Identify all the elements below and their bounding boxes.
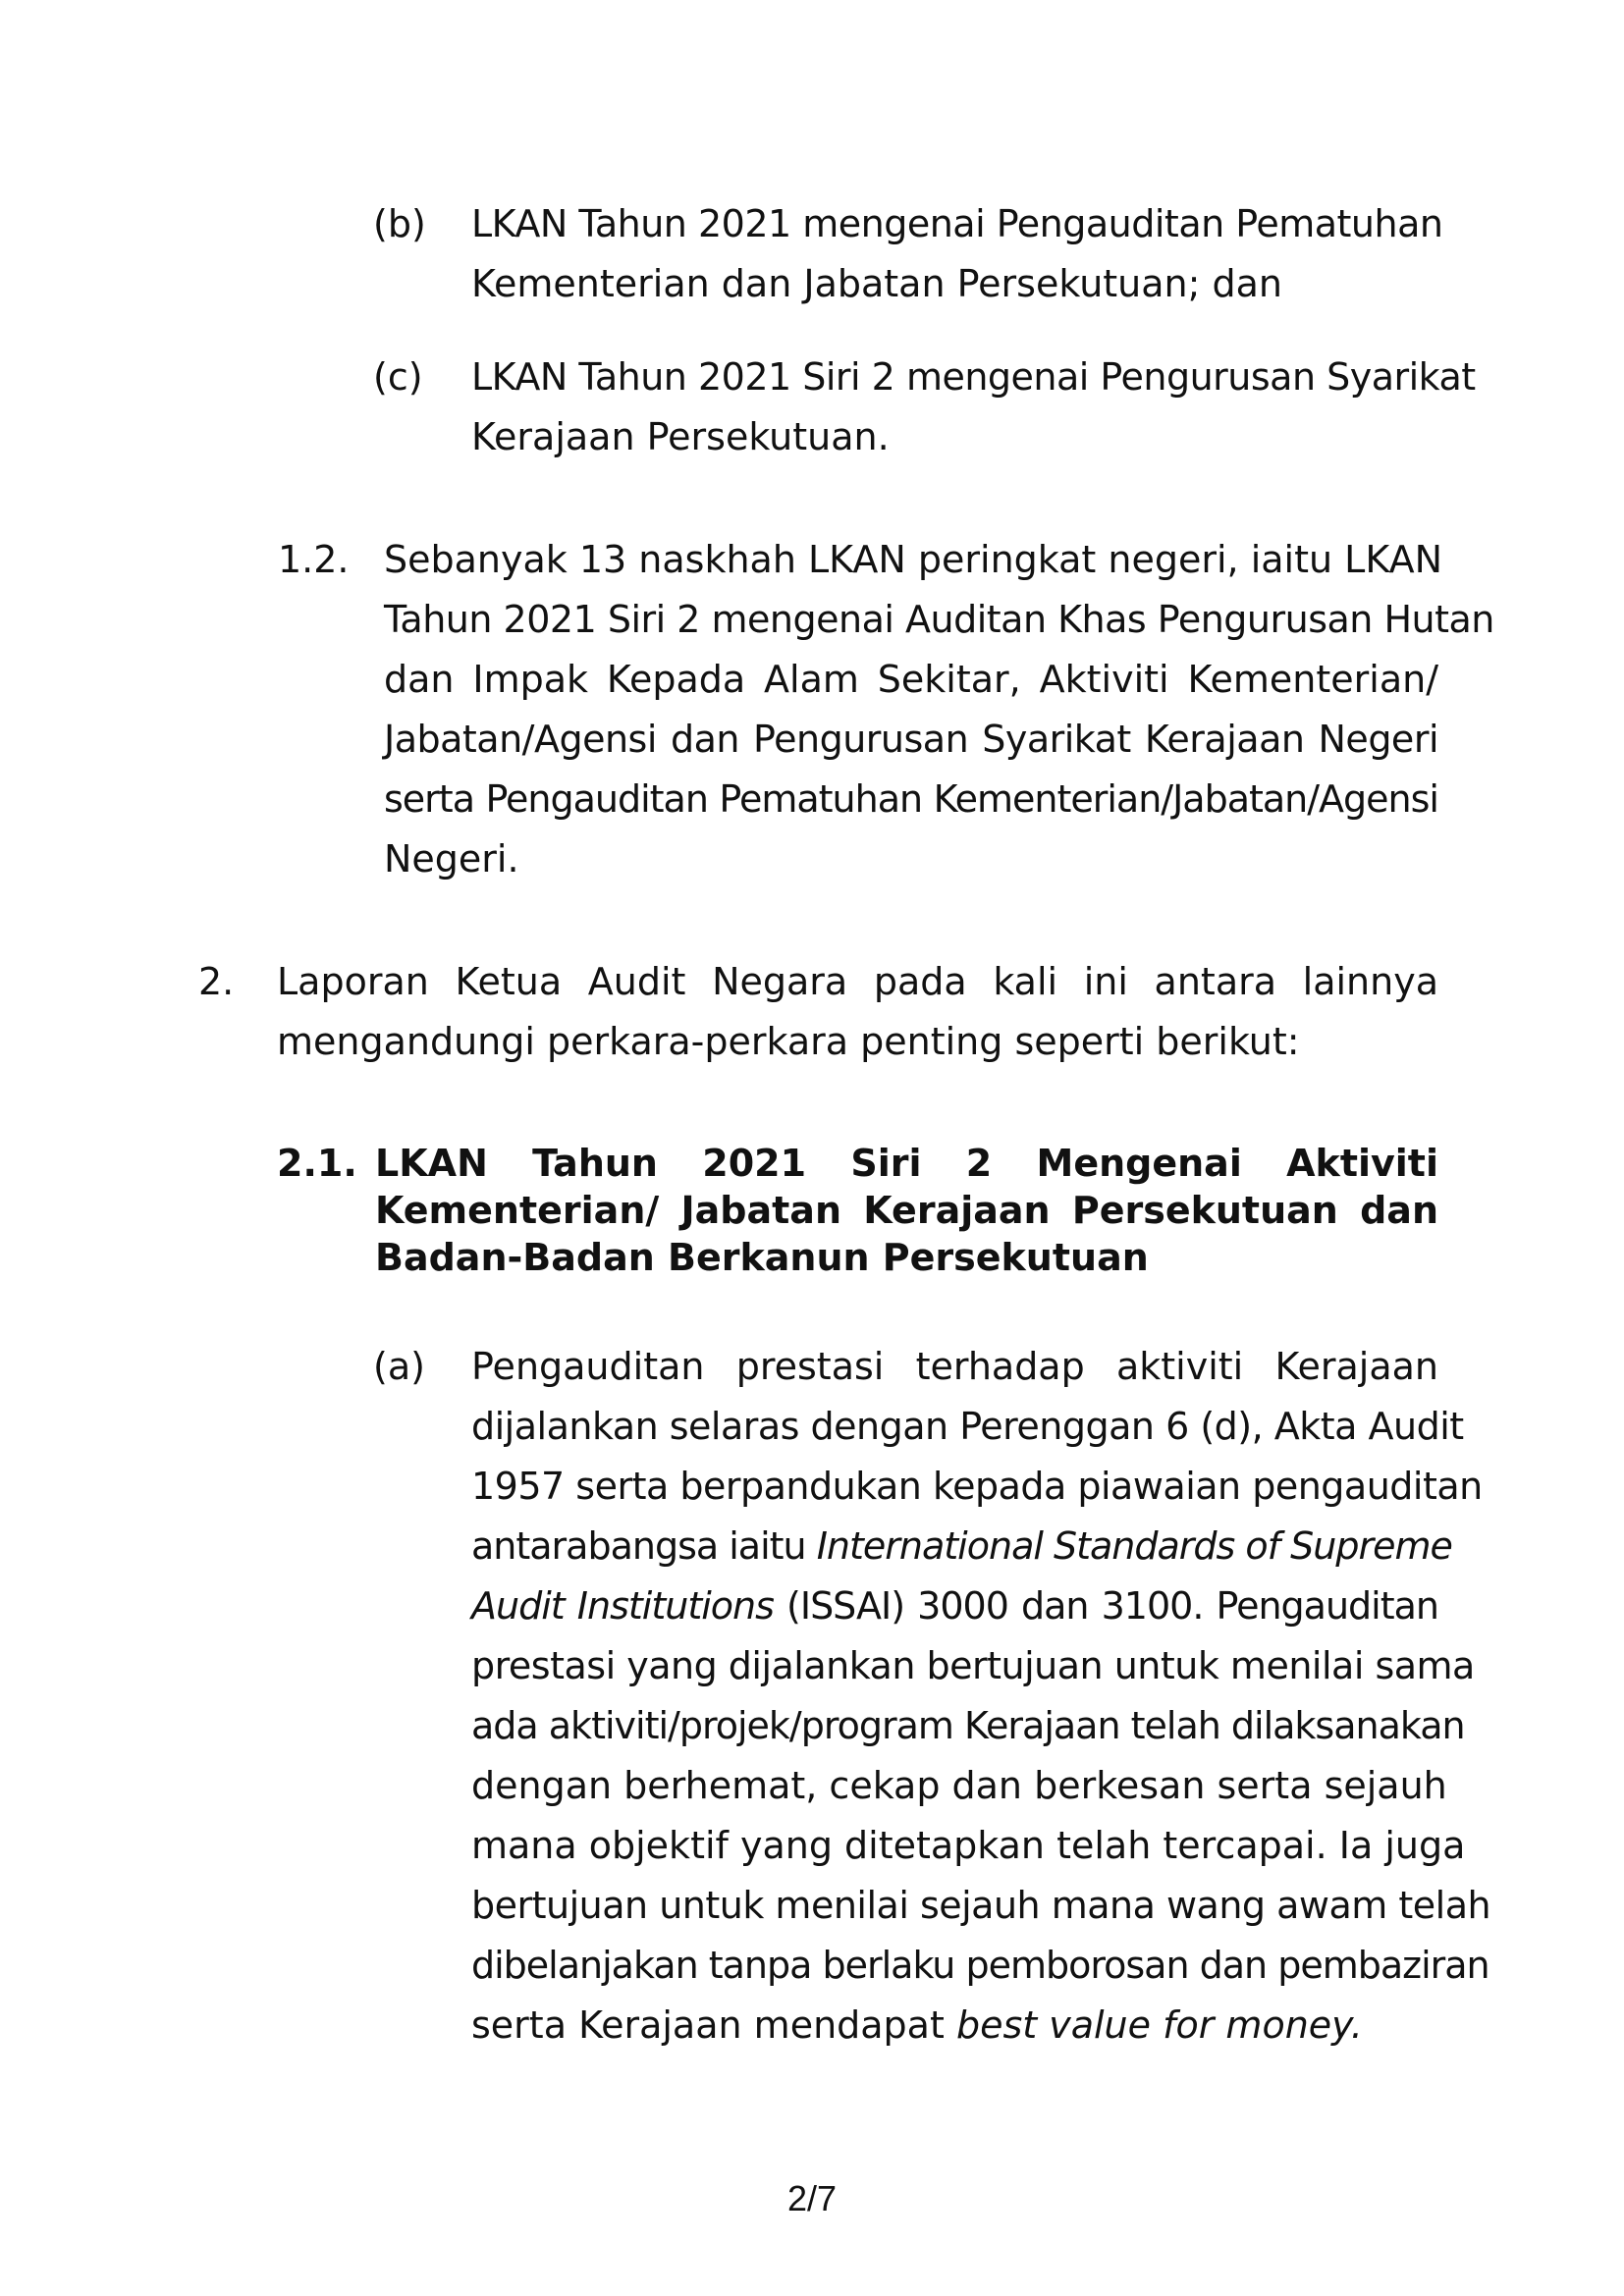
- italic-term: best value for money.: [955, 2003, 1363, 2047]
- list-marker-a: (a): [373, 1345, 425, 1388]
- text-line: bertujuan untuk menilai sejauh mana wang awam telah: [471, 1884, 1491, 1927]
- text-line: dan Impak Kepada Alam Sekitar, Aktiviti Kementerian/: [384, 658, 1438, 701]
- text-line: Audit Institutions (ISSAI) 3000 dan 3100. Pengauditan: [471, 1584, 1438, 1628]
- section-heading-2-1-text: [375, 1140, 1438, 1281]
- text-line: Tahun 2021 Siri 2 mengenai Auditan Khas Pengurusan Hutan: [384, 598, 1494, 641]
- text-line: 1957 serta berpandukan kepada piawaian pengauditan: [471, 1465, 1483, 1508]
- text-line: serta Kerajaan mendapat best value for money.: [471, 2003, 1363, 2047]
- paragraph-number-2: 2.: [198, 960, 235, 1003]
- section-number-2-1: 2.1.: [277, 1142, 357, 1185]
- italic-term: Audit Institutions: [471, 1584, 774, 1628]
- list-item-c-text: [471, 347, 1476, 467]
- text-line: Kementerian dan Jabatan Persekutuan; dan: [471, 262, 1282, 305]
- text-line: mengandungi perkara-perkara penting seperti berikut:: [277, 1020, 1300, 1063]
- text-line: prestasi yang dijalankan bertujuan untuk menilai sama: [471, 1644, 1475, 1687]
- paragraph-2-text: [277, 952, 1438, 1072]
- text-line: dijalankan selaras dengan Perenggan 6 (d), Akta Audit: [471, 1405, 1464, 1448]
- italic-term: International Standards of Supreme: [816, 1524, 1452, 1568]
- text-line: Kerajaan Persekutuan.: [471, 415, 890, 458]
- paragraph-number-1-2: 1.2.: [278, 538, 350, 581]
- text-line: antarabangsa iaitu International Standards of Supreme: [471, 1524, 1452, 1568]
- text-line: dibelanjakan tanpa berlaku pemborosan dan pembaziran: [471, 1944, 1489, 1987]
- text-line: dengan berhemat, cekap dan berkesan serta sejauh: [471, 1764, 1447, 1807]
- text-line: ada aktiviti/projek/program Kerajaan telah dilaksanakan: [471, 1704, 1465, 1747]
- list-marker-c: (c): [373, 355, 423, 399]
- heading-line: LKAN Tahun 2021 Siri 2 Mengenai Aktiviti: [375, 1142, 1438, 1185]
- page-number: 2/7: [786, 2178, 838, 2218]
- text-line: Negeri.: [384, 837, 519, 881]
- text-line: LKAN Tahun 2021 mengenai Pengauditan Pematuhan: [471, 202, 1443, 245]
- text-line: LKAN Tahun 2021 Siri 2 mengenai Pengurusan Syarikat: [471, 355, 1476, 399]
- text-line: Pengauditan prestasi terhadap aktiviti Kerajaan: [471, 1345, 1438, 1388]
- heading-line: Badan-Badan Berkanun Persekutuan: [375, 1236, 1149, 1279]
- list-marker-b: (b): [373, 202, 426, 245]
- text-line: Laporan Ketua Audit Negara pada kali ini antara lainnya: [277, 960, 1438, 1003]
- text-line: serta Pengauditan Pematuhan Kementerian/Jabatan/Agensi: [384, 777, 1438, 821]
- text-line: Sebanyak 13 naskhah LKAN peringkat negeri, iaitu LKAN: [384, 538, 1443, 581]
- text-line: mana objektif yang ditetapkan telah tercapai. Ia juga: [471, 1824, 1466, 1867]
- heading-line: Kementerian/ Jabatan Kerajaan Persekutuan dan: [375, 1189, 1438, 1232]
- text-line: Jabatan/Agensi dan Pengurusan Syarikat Kerajaan Negeri: [384, 718, 1438, 761]
- list-item-a-text: [471, 1337, 1491, 2056]
- paragraph-1-2-text: [384, 530, 1494, 889]
- list-item-b-text: [471, 194, 1443, 314]
